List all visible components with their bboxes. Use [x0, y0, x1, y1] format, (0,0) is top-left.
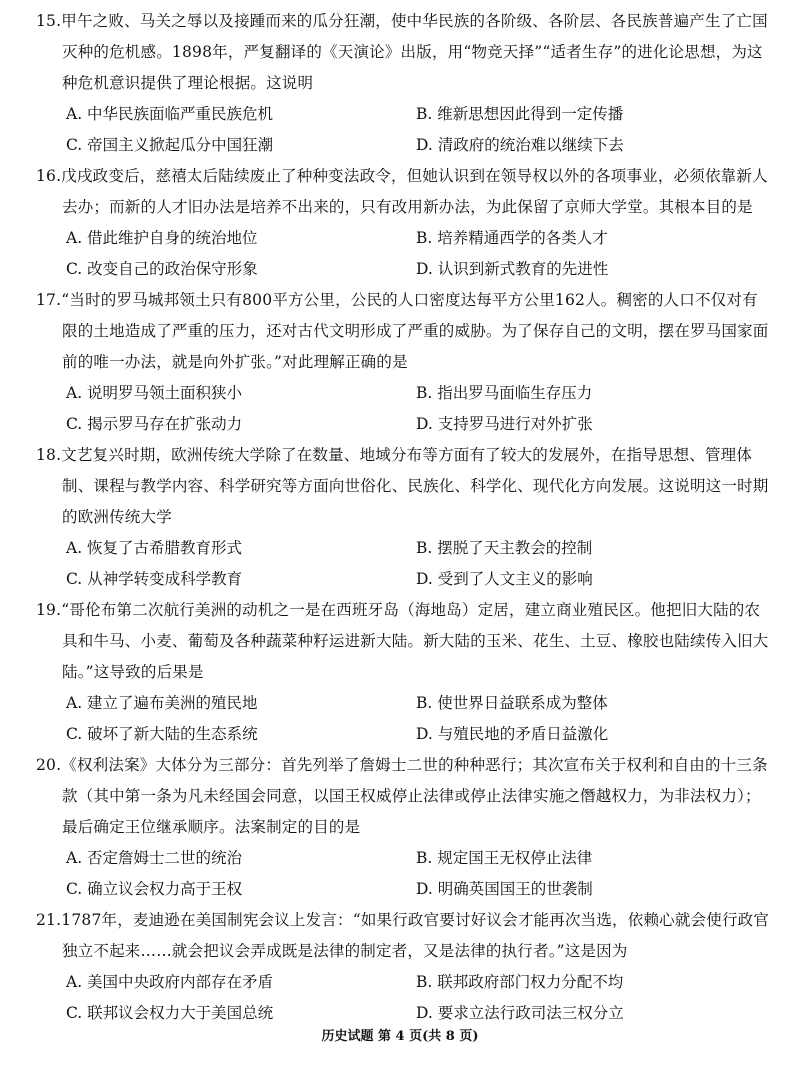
option-a[interactable]: A. 否定詹姆士二世的统治 — [66, 849, 243, 867]
question-number: 20. — [36, 756, 62, 774]
question-16 — [36, 161, 770, 285]
option-a[interactable]: A. 美国中央政府内部存在矛盾 — [66, 973, 274, 991]
question-19 — [36, 595, 770, 750]
question-stem: “当时的罗马城邦领土只有800平方公里，公民的人口密度达每平方公里162人。稠密的人口不仅对有限的土地造成了严重的压力，还对古代文明形成了严重的威胁。为了保存自己的文明，摆在罗马国家面前的唯一办法，就是向外扩张。”对此理解正确的是 — [61, 291, 769, 371]
option-d[interactable]: D. 清政府的统治难以继续下去 — [416, 136, 624, 154]
option-d[interactable]: D. 明确英国国王的世袭制 — [416, 880, 593, 898]
question-number: 15. — [36, 12, 62, 30]
question-stem: 甲午之败、马关之辱以及接踵而来的瓜分狂潮，使中华民族的各阶级、各阶层、各民族普遍产生了亡国灭种的危机感。1898年，严复翻译的《天演论》出版，用“物竞天择”“适者生存”的进化论思想，为这种危机意识提供了理论根据。这说明 — [61, 12, 768, 92]
options — [62, 223, 770, 285]
option-a[interactable]: A. 中华民族面临严重民族危机 — [66, 105, 274, 123]
option-a[interactable]: A. 说明罗马领土面积狭小 — [66, 384, 243, 402]
question-number: 16. — [36, 167, 62, 185]
option-d[interactable]: D. 支持罗马进行对外扩张 — [416, 415, 593, 433]
question-stem: 戊戌政变后，慈禧太后陆续废止了种种变法政令，但她认识到在领导权以外的各项事业，必须依靠新人去办；而新的人才旧办法是培养不出来的，只有改用新办法，为此保留了京师大学堂。其根本目的是 — [61, 167, 768, 216]
question-15 — [36, 6, 770, 161]
question-stem: “哥伦布第二次航行美洲的动机之一是在西班牙岛（海地岛）定居，建立商业殖民区。他把旧大陆的农具和牛马、小麦、葡萄及各种蔬菜种籽运进新大陆。新大陆的玉米、花生、土豆、橡胶也陆续传入旧大陆。”这导致的后果是 — [61, 601, 769, 681]
question-number: 21. — [36, 911, 62, 929]
question-stem: 文艺复兴时期，欧洲传统大学除了在数量、地域分布等方面有了较大的发展外，在指导思想、管理体制、课程与教学内容、科学研究等方面向世俗化、民族化、科学化、现代化方向发展。这说明这一时期的欧洲传统大学 — [61, 446, 769, 526]
option-d[interactable]: D. 与殖民地的矛盾日益激化 — [416, 725, 609, 743]
options — [62, 688, 770, 750]
page-footer: 历史试题 第 4 页(共 8 页) — [321, 1029, 479, 1044]
question-number: 17. — [36, 291, 62, 309]
question-17 — [36, 285, 770, 440]
option-a[interactable]: A. 恢复了古希腊教育形式 — [66, 539, 243, 557]
option-b[interactable]: B. 摆脱了天主教会的控制 — [416, 539, 593, 557]
options — [62, 533, 770, 595]
option-d[interactable]: D. 要求立法行政司法三权分立 — [416, 1004, 624, 1022]
option-b[interactable]: B. 培养精通西学的各类人才 — [416, 229, 608, 247]
question-number: 19. — [36, 601, 62, 619]
option-b[interactable]: B. 规定国王无权停止法律 — [416, 849, 593, 867]
options — [62, 843, 770, 905]
option-c[interactable]: C. 联邦议会权力大于美国总统 — [66, 1004, 274, 1022]
option-b[interactable]: B. 使世界日益联系成为整体 — [416, 694, 608, 712]
option-c[interactable]: C. 帝国主义掀起瓜分中国狂潮 — [66, 136, 274, 154]
option-c[interactable]: C. 从神学转变成科学教育 — [66, 570, 243, 588]
option-c[interactable]: C. 揭示罗马存在扩张动力 — [66, 415, 243, 433]
option-b[interactable]: B. 指出罗马面临生存压力 — [416, 384, 593, 402]
option-c[interactable]: C. 确立议会权力高于王权 — [66, 880, 243, 898]
options — [62, 967, 770, 1029]
question-stem: 《权利法案》大体分为三部分：首先列举了詹姆士二世的种种恶行；其次宣布关于权利和自由的十三条款（其中第一条为凡未经国会同意，以国王权威停止法律或停止法律实施之僭越权力，为非法权力）；最后确定王位继承顺序。法案制定的目的是 — [61, 756, 768, 836]
question-stem: 1787年，麦迪逊在美国制宪会议上发言：“如果行政官要讨好议会才能再次当选，依赖心就会使行政官独立不起来……就会把议会弄成既是法律的制定者，又是法律的执行者。”这是因为 — [61, 911, 770, 960]
option-a[interactable]: A. 建立了遍布美洲的殖民地 — [66, 694, 258, 712]
question-number: 18. — [36, 446, 62, 464]
option-a[interactable]: A. 借此维护自身的统治地位 — [66, 229, 258, 247]
question-18 — [36, 440, 770, 595]
option-c[interactable]: C. 改变自己的政治保守形象 — [66, 260, 258, 278]
option-b[interactable]: B. 联邦政府部门权力分配不均 — [416, 973, 624, 991]
options — [62, 378, 770, 440]
option-d[interactable]: D. 受到了人文主义的影响 — [416, 570, 593, 588]
option-d[interactable]: D. 认识到新式教育的先进性 — [416, 260, 609, 278]
option-c[interactable]: C. 破坏了新大陆的生态系统 — [66, 725, 258, 743]
options — [62, 99, 770, 161]
question-20 — [36, 750, 770, 905]
option-b[interactable]: B. 维新思想因此得到一定传播 — [416, 105, 624, 123]
question-21 — [36, 905, 770, 1029]
